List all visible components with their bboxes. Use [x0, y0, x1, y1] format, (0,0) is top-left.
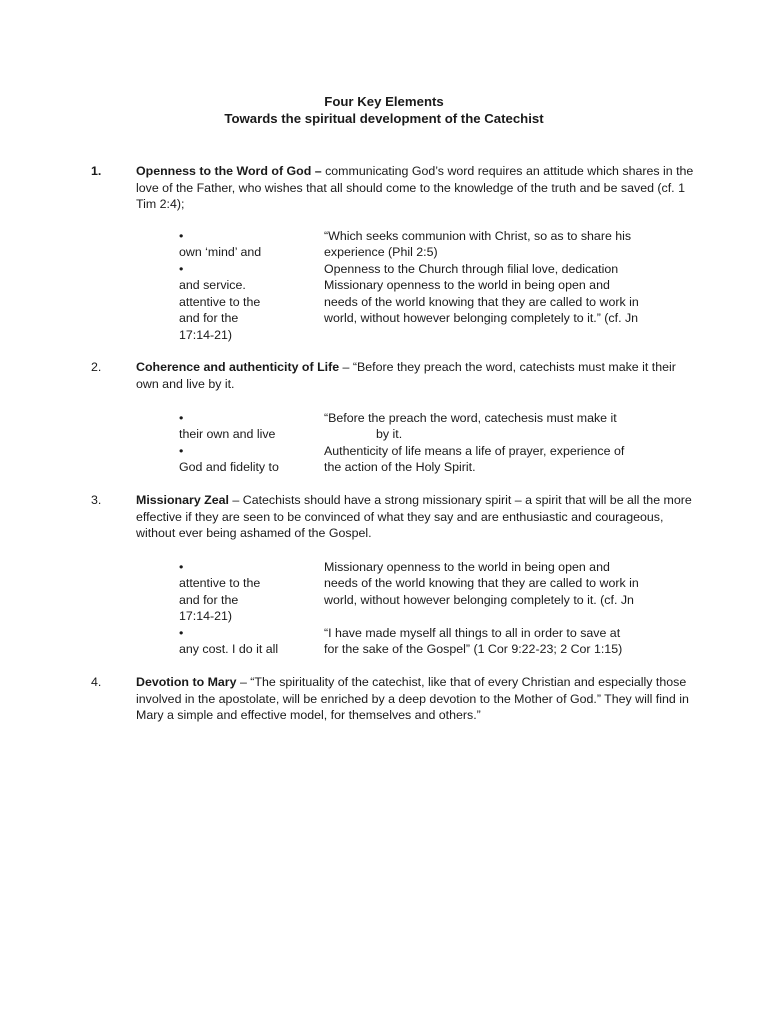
section-text: – “The spirituality of the catechist, like that of every Christian and especially those involved in the apostolate, will be enriched by a deep devotion to the Mother of God.” They will find in Mary a simple and effective model, for themselves and others.” [136, 675, 689, 723]
right-line: world, without however belonging completely to it. (cf. Jn [324, 593, 634, 607]
section-heading: Missionary Zeal [136, 493, 229, 507]
section-text: – Catechists should have a strong missionary spirit – a spirit that will be all the more effective if they are seen to be convinced of what they say and are enthusiastic and courageous, without ever being ashamed of the Gospel. [136, 493, 692, 541]
bullet: • [179, 411, 184, 425]
right-line: by it. [376, 427, 403, 441]
left-line: attentive to the [179, 576, 261, 590]
bullet: • [179, 560, 184, 574]
section-paragraph [136, 674, 696, 724]
section-paragraph [136, 359, 696, 392]
section-number: 4. [91, 675, 102, 689]
section-paragraph [136, 163, 696, 213]
left-line: and for the [179, 311, 239, 325]
section-text: – “Before they preach the word, catechists must make it their own and live by it. [136, 360, 676, 391]
right-line: Missionary openness to the world in being open and [324, 278, 610, 292]
right-line: Missionary openness to the world in being open and [324, 560, 610, 574]
bullet: • [179, 229, 184, 243]
right-line: Authenticity of life means a life of prayer, experience of [324, 444, 625, 458]
left-line: 17:14-21) [179, 609, 233, 623]
right-line: experience (Phil 2:5) [324, 245, 438, 259]
bullet: • [179, 626, 184, 640]
right-line: world, without however belonging completely to it.” (cf. Jn [324, 311, 639, 325]
section-heading: Openness to the Word of God – [136, 164, 322, 178]
bullet: • [179, 262, 184, 276]
section-number: 1. [91, 164, 102, 178]
left-line: 17:14-21) [179, 328, 233, 342]
left-line: own ‘mind’ and [179, 245, 262, 259]
right-line: needs of the world knowing that they are called to work in [324, 295, 639, 309]
left-line: and service. [179, 278, 246, 292]
section-heading: Devotion to Mary [136, 675, 237, 689]
bullet: • [179, 444, 184, 458]
left-line: and for the [179, 593, 239, 607]
right-line: needs of the world knowing that they are called to work in [324, 576, 639, 590]
section-paragraph [136, 492, 696, 542]
right-line: the action of the Holy Spirit. [324, 460, 476, 474]
document-title: Four Key Elements [324, 94, 444, 109]
section-number: 2. [91, 360, 102, 374]
left-line: any cost. I do it all [179, 642, 279, 656]
section-text: communicating God’s word requires an attitude which shares in the love of the Father, who wishes that all should come to the knowledge of the truth and be saved (cf. 1 Tim 2:4); [136, 164, 694, 212]
left-line: attentive to the [179, 295, 261, 309]
right-line: “Which seeks communion with Christ, so as to share his [324, 229, 632, 243]
right-line: Openness to the Church through filial love, dedication [324, 262, 619, 276]
left-line: their own and live [179, 427, 276, 441]
section-heading: Coherence and authenticity of Life [136, 360, 340, 374]
right-line: “Before the preach the word, catechesis must make it [324, 411, 617, 425]
section-number: 3. [91, 493, 102, 507]
left-line: God and fidelity to [179, 460, 279, 474]
right-line: for the sake of the Gospel” (1 Cor 9:22-23; 2 Cor 1:15) [324, 642, 623, 656]
right-line: “I have made myself all things to all in order to save at [324, 626, 621, 640]
document-subtitle: Towards the spiritual development of the Catechist [224, 111, 544, 126]
